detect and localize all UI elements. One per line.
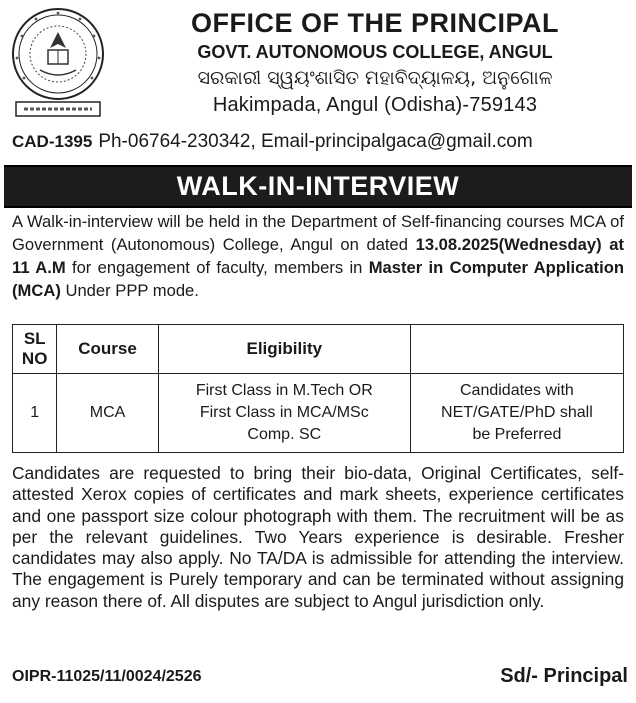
remarks-line: NET/GATE/PhD shall <box>441 404 593 421</box>
intro-text-3: Under PPP mode. <box>60 281 199 300</box>
instructions-paragraph: Candidates are requested to bring their bio-data, Original Certificates, self-attested Xerox copies of certificates and mark sheets, experience certificates and one passport size colour photograph with them. The recruitment will be as per the relevant guidelines. Two Years experience is desirable. Fresher candidates may also apply. No TA/DA is admissible for attending the interview. The engagement is Purely temporary and can be terminated without assigning any reason there of. All disputes are subject to Angul jurisdiction only. <box>12 463 624 611</box>
cad-number: CAD-1395 <box>12 132 93 151</box>
header-remarks <box>410 325 623 374</box>
college-name: GOVT. AUTONOMOUS COLLEGE, ANGUL <box>197 42 553 62</box>
contact-row <box>12 131 626 153</box>
eligibility-table <box>12 324 624 453</box>
remarks-line: Candidates with <box>459 382 574 399</box>
office-title: OFFICE OF THE PRINCIPAL <box>191 8 559 38</box>
header-sl-line1: SL <box>23 329 46 348</box>
eligibility-line: Comp. SC <box>247 426 322 443</box>
header-eligibility: Eligibility <box>158 325 410 374</box>
header-sl-no <box>13 325 57 374</box>
college-emblem-icon <box>10 6 106 122</box>
cell-sl: 1 <box>13 374 57 453</box>
table-row <box>13 374 624 453</box>
cell-remarks <box>410 374 623 453</box>
header-sl-line2: NO <box>21 349 48 368</box>
eligibility-line: First Class in M.Tech OR <box>195 382 373 399</box>
reference-number: OIPR-11025/11/0024/2526 <box>12 668 202 685</box>
intro-paragraph <box>12 210 624 302</box>
banner-title: WALK-IN-INTERVIEW <box>176 171 460 201</box>
interview-date-time: 13.08.2025(Wednesday) at 11 A.M <box>12 235 624 277</box>
intro-text-1: A Walk-in-interview will be held in the Department of Self-financing courses MCA of Government (Autonomous) College, Angul on dated <box>12 212 624 254</box>
office-header <box>120 8 630 118</box>
program-name: Master in Computer Application (MCA) <box>12 258 624 300</box>
college-address: Hakimpada, Angul (Odisha)-759143 <box>212 94 538 116</box>
intro-text-2: for engagement of faculty, members in <box>65 258 369 277</box>
remarks-line: be Preferred <box>472 426 562 443</box>
contact-details: Ph-06764-230342, Email-principalgaca@gmail.com <box>98 131 533 152</box>
table-header-row <box>13 325 624 374</box>
header-course: Course <box>57 325 158 374</box>
eligibility-line: First Class in MCA/MSc <box>199 404 369 421</box>
cell-eligibility <box>158 374 410 453</box>
cell-course: MCA <box>57 374 158 453</box>
college-name-odia: ସରକାରୀ ସ୍ୱୟଂଶାସିତ ମହାବିଦ୍ୟାଳୟ, ଅନୁଗୋଳ <box>197 67 553 89</box>
signature: Sd/- Principal <box>500 665 628 687</box>
title-banner <box>4 165 632 208</box>
